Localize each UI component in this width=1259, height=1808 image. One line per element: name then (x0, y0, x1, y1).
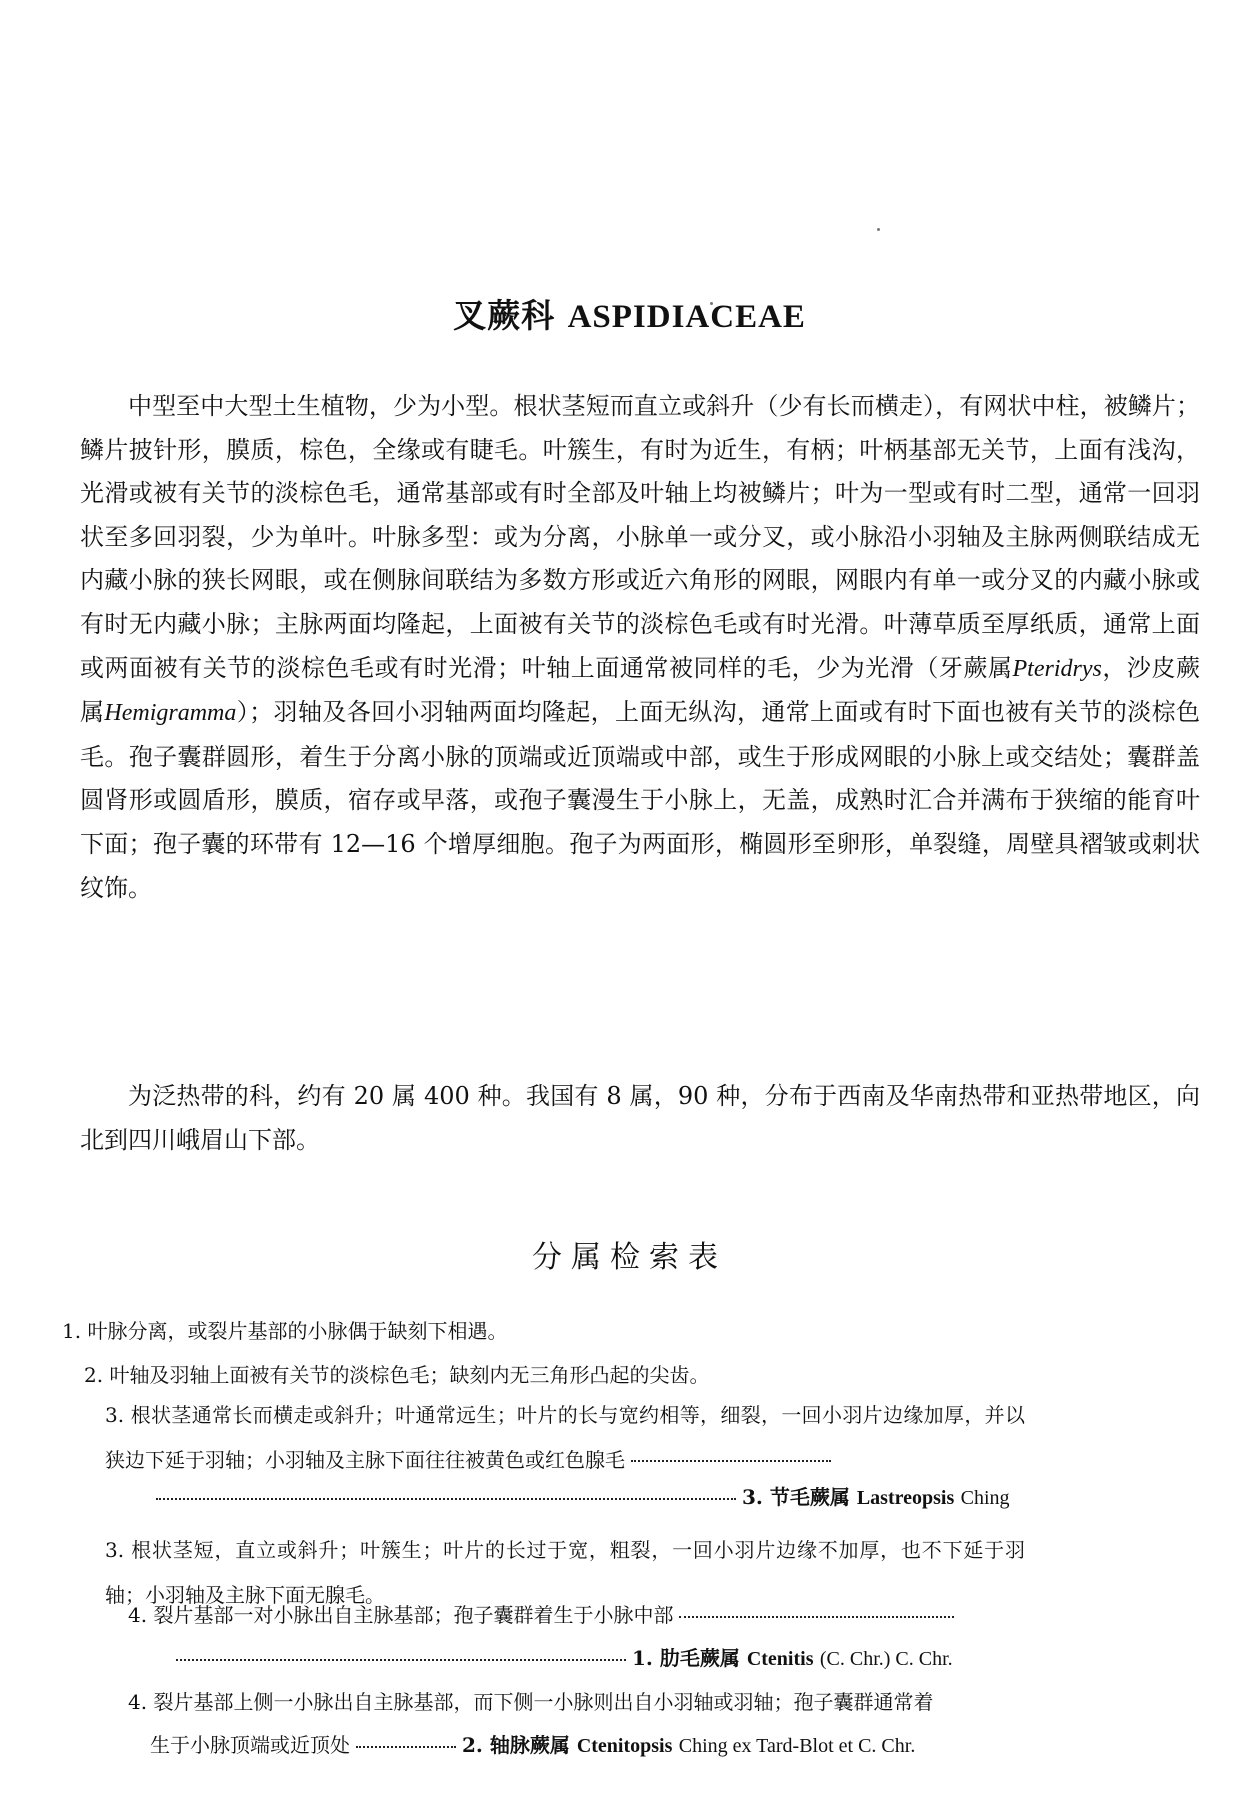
genus-lastreopsis (742, 1485, 954, 1509)
leader-dots (356, 1746, 456, 1748)
description-text: ，沙皮蕨属 (80, 653, 1201, 727)
scan-speck (877, 228, 880, 231)
description-text: 中型至中大型土生植物，少为小型。根状茎短而直立或斜升（少有长而横走），有网状中柱，被鳞片；鳞片披针形，膜质，棕色，全缘或有睫毛。叶簇生，有时为近生，有柄；叶柄基部无关节，上面有浅沟，光滑或被有关节的淡棕色毛，通常基部或有时全部及叶轴上均被鳞片；叶为一型或有时二型，通常一回羽状至多回羽裂，少为单叶。叶脉多型：或为分离，小脉单一或分叉，或小脉沿小羽轴及主脉两侧联结成无内藏小脉的狭长网眼，或在侧脉间联结为多数方形或近六角形的网眼，网眼内有单一或分叉的内藏小脉或有时无内藏小脉；主脉两面均隆起，上面被有关节的淡棕色毛或有时光滑。叶薄草质至厚纸质，通常上面或两面被有关节的淡棕色毛或有时光滑；叶轴上面通常被同样的毛，少为光滑（牙蕨属 (80, 392, 1200, 682)
genus-pteridrys: Pteridrys (1012, 655, 1102, 682)
genus-number: 2. (462, 1733, 483, 1757)
genus-author: Ching (960, 1487, 1010, 1509)
key-result-ctenitopsis (150, 1729, 915, 1758)
description-paragraph (80, 385, 1200, 910)
distribution-paragraph: 为泛热带的科，约有 20 属 400 种。我国有 8 属，90 种，分布于西南及华南热带和亚热带地区，向北到四川峨眉山下部。 (80, 1082, 1200, 1154)
key-line-3a (105, 1393, 1025, 1482)
key-line-4a-text: 4. 裂片基部一对小脉出自主脉基部；孢子囊群着生于小脉中部 (128, 1603, 674, 1627)
leader-dots (156, 1498, 736, 1500)
genus-name-latin: Ctenitis (746, 1648, 814, 1670)
key-line-4a (128, 1599, 960, 1628)
genus-author: (C. Chr.) C. Chr. (819, 1648, 953, 1670)
family-name-latin: ASPIDIACEAE (567, 299, 806, 335)
genus-ctenitis (632, 1646, 814, 1670)
key-line-3a-text: 3. 根状茎通常长而横走或斜升；叶通常远生；叶片的长与宽约相等，细裂，一回小羽片边缘加厚，并以狭边下延于羽轴；小羽轴及主脉下面往往被黄色或红色腺毛 (105, 1403, 1025, 1472)
key-title: 分属检索表 (532, 1240, 727, 1275)
genus-number: 1. (632, 1646, 653, 1670)
key-result-ctenitis (170, 1642, 953, 1671)
key-result-lastreopsis (150, 1481, 1010, 1510)
genus-name-latin: Lastreopsis (856, 1487, 955, 1509)
genus-author: Ching ex Tard-Blot et C. Chr. (678, 1735, 916, 1757)
genus-name-cn: 轴脉蕨属 (489, 1733, 570, 1757)
description-text: ）；羽轴及各回小羽轴两面均隆起，上面无纵沟，通常上面或有时下面也被有关节的淡棕色毛。孢子囊群圆形，着生于分离小脉的顶端或近顶端或中部，或生于形成网眼的小脉上或交结处；囊群盖圆肾形或圆盾形，膜质，宿存或早落，或孢子囊漫生于小脉上，无盖，成熟时汇合并满布于狭缩的能育叶下面；孢子囊的环带有 12—16 个增厚细胞。孢子为两面形，椭圆形至卵形，单裂缝，周壁具褶皱或刺状纹饰。 (80, 698, 1200, 902)
leader-dots (631, 1460, 831, 1462)
genus-name-latin: Ctenitopsis (576, 1735, 673, 1757)
key-line-1: 1. 叶脉分离，或裂片基部的小脉偶于缺刻下相遇。 (62, 1319, 508, 1343)
family-title (0, 290, 1259, 337)
family-description (80, 385, 1200, 910)
family-name-cn: 叉蕨科 (453, 296, 556, 335)
leader-dots (679, 1616, 954, 1618)
key-line-4b-cont: 生于小脉顶端或近顶处 (150, 1733, 350, 1757)
key-line-2: 2. 叶轴及羽轴上面被有关节的淡棕色毛；缺刻内无三角形凸起的尖齿。 (84, 1363, 710, 1387)
distribution-description (80, 1075, 1200, 1162)
key-line-4b: 4. 裂片基部上侧一小脉出自主脉基部，而下侧一小脉则出自小羽轴或羽轴；孢子囊群通常着 (128, 1690, 934, 1714)
genus-number: 3. (742, 1485, 763, 1509)
genus-hemigramma: Hemigramma (104, 700, 237, 727)
genus-ctenitopsis (462, 1733, 672, 1757)
key-line-3b: 3. 根状茎短，直立或斜升；叶簇生；叶片的长过于宽，粗裂，一回小羽片边缘不加厚，也不下延于羽轴；小羽轴及主脉下面无腺毛。 (105, 1538, 1025, 1607)
genus-name-cn: 肋毛蕨属 (659, 1646, 740, 1670)
genus-name-cn: 节毛蕨属 (769, 1485, 850, 1509)
leader-dots (176, 1659, 626, 1661)
